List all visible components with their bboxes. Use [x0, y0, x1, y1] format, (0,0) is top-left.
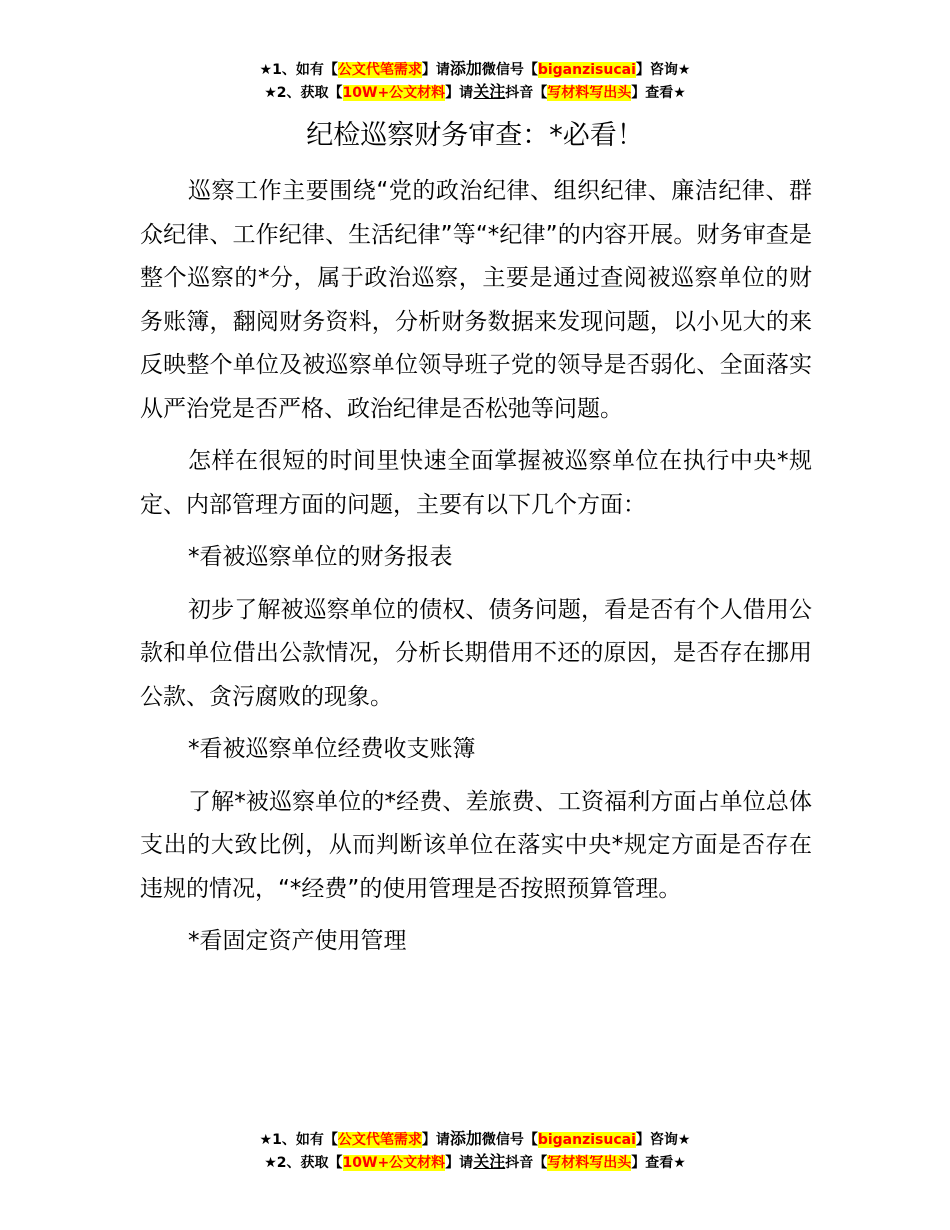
- banner-emphasis: 关注: [473, 1152, 506, 1171]
- banner-text: 】咨询★: [635, 1132, 691, 1148]
- footer-banner: [0, 1128, 950, 1174]
- highlight-wechat-id: biganzisucai: [537, 62, 636, 78]
- body-paragraph: 了解*被巡察单位的*经费、差旅费、工资福利方面占单位总体支出的大致比例，从而判断该单位在落实中央*规定方面是否存在违规的情况，“*经费”的使用管理是否按照预算管理。: [140, 788, 812, 902]
- banner-line-2: [0, 1151, 950, 1174]
- section-heading: *看固定资产使用管理: [188, 928, 407, 954]
- document-body: [140, 170, 812, 973]
- banner-emphasis: 关注: [473, 82, 506, 101]
- body-paragraph: 初步了解被巡察单位的债权、债务问题，看是否有个人借用公款和单位借出公款情况，分析长期借用不还的原因，是否存在挪用公款、贪污腐败的现象。: [140, 596, 812, 710]
- banner-text: 微信号【: [481, 62, 538, 78]
- document-title: 纪检巡察财务审查：*必看！: [306, 120, 644, 151]
- banner-text: 】请: [445, 1155, 474, 1171]
- highlight-douyin-id: 写材料写出头: [547, 1155, 632, 1171]
- banner-text: ★1、如有【: [259, 1132, 338, 1148]
- banner-emphasis: 添加: [449, 1129, 482, 1148]
- banner-line-1: [0, 1128, 950, 1151]
- header-banner: [0, 58, 950, 104]
- banner-line-1: [0, 58, 950, 81]
- banner-text: 抖音【: [505, 85, 548, 101]
- highlight-materials: 10W+公文材料: [342, 85, 446, 101]
- highlight-materials: 10W+公文材料: [342, 1155, 446, 1171]
- highlight-service: 公文代笔需求: [337, 1132, 422, 1148]
- highlight-service: 公文代笔需求: [337, 62, 422, 78]
- banner-text: 】查看★: [631, 85, 686, 101]
- highlight-wechat-id: biganzisucai: [537, 1132, 636, 1148]
- banner-emphasis: 添加: [449, 59, 482, 78]
- body-paragraph: 怎样在很短的时间里快速全面掌握被巡察单位在执行中央*规定、内部管理方面的问题，主要有以下几个方面：: [140, 448, 812, 518]
- banner-text: 】咨询★: [635, 62, 691, 78]
- banner-text: 抖音【: [505, 1155, 548, 1171]
- banner-text: 】请: [421, 62, 450, 78]
- banner-text: 微信号【: [481, 1132, 538, 1148]
- banner-text: ★2、获取【: [264, 1155, 343, 1171]
- banner-text: 】请: [445, 85, 474, 101]
- banner-text: 】请: [421, 1132, 450, 1148]
- section-heading: *看被巡察单位的财务报表: [188, 544, 453, 570]
- banner-text: 】查看★: [631, 1155, 686, 1171]
- banner-line-2: [0, 81, 950, 104]
- banner-text: ★2、获取【: [264, 85, 343, 101]
- body-paragraph: 巡察工作主要围绕“党的政治纪律、组织纪律、廉洁纪律、群众纪律、工作纪律、生活纪律”等“*纪律”的内容开展。财务审查是整个巡察的*分，属于政治巡察，主要是通过查阅被巡察单位的财务账簿，翻阅财务资料，分析财务数据来发现问题，以小见大的来反映整个单位及被巡察单位领导班子党的领导是否弱化、全面落实从严治党是否严格、政治纪律是否松弛等问题。: [140, 178, 812, 422]
- highlight-douyin-id: 写材料写出头: [547, 85, 632, 101]
- section-heading: *看被巡察单位经费收支账簿: [188, 736, 476, 762]
- banner-text: ★1、如有【: [259, 62, 338, 78]
